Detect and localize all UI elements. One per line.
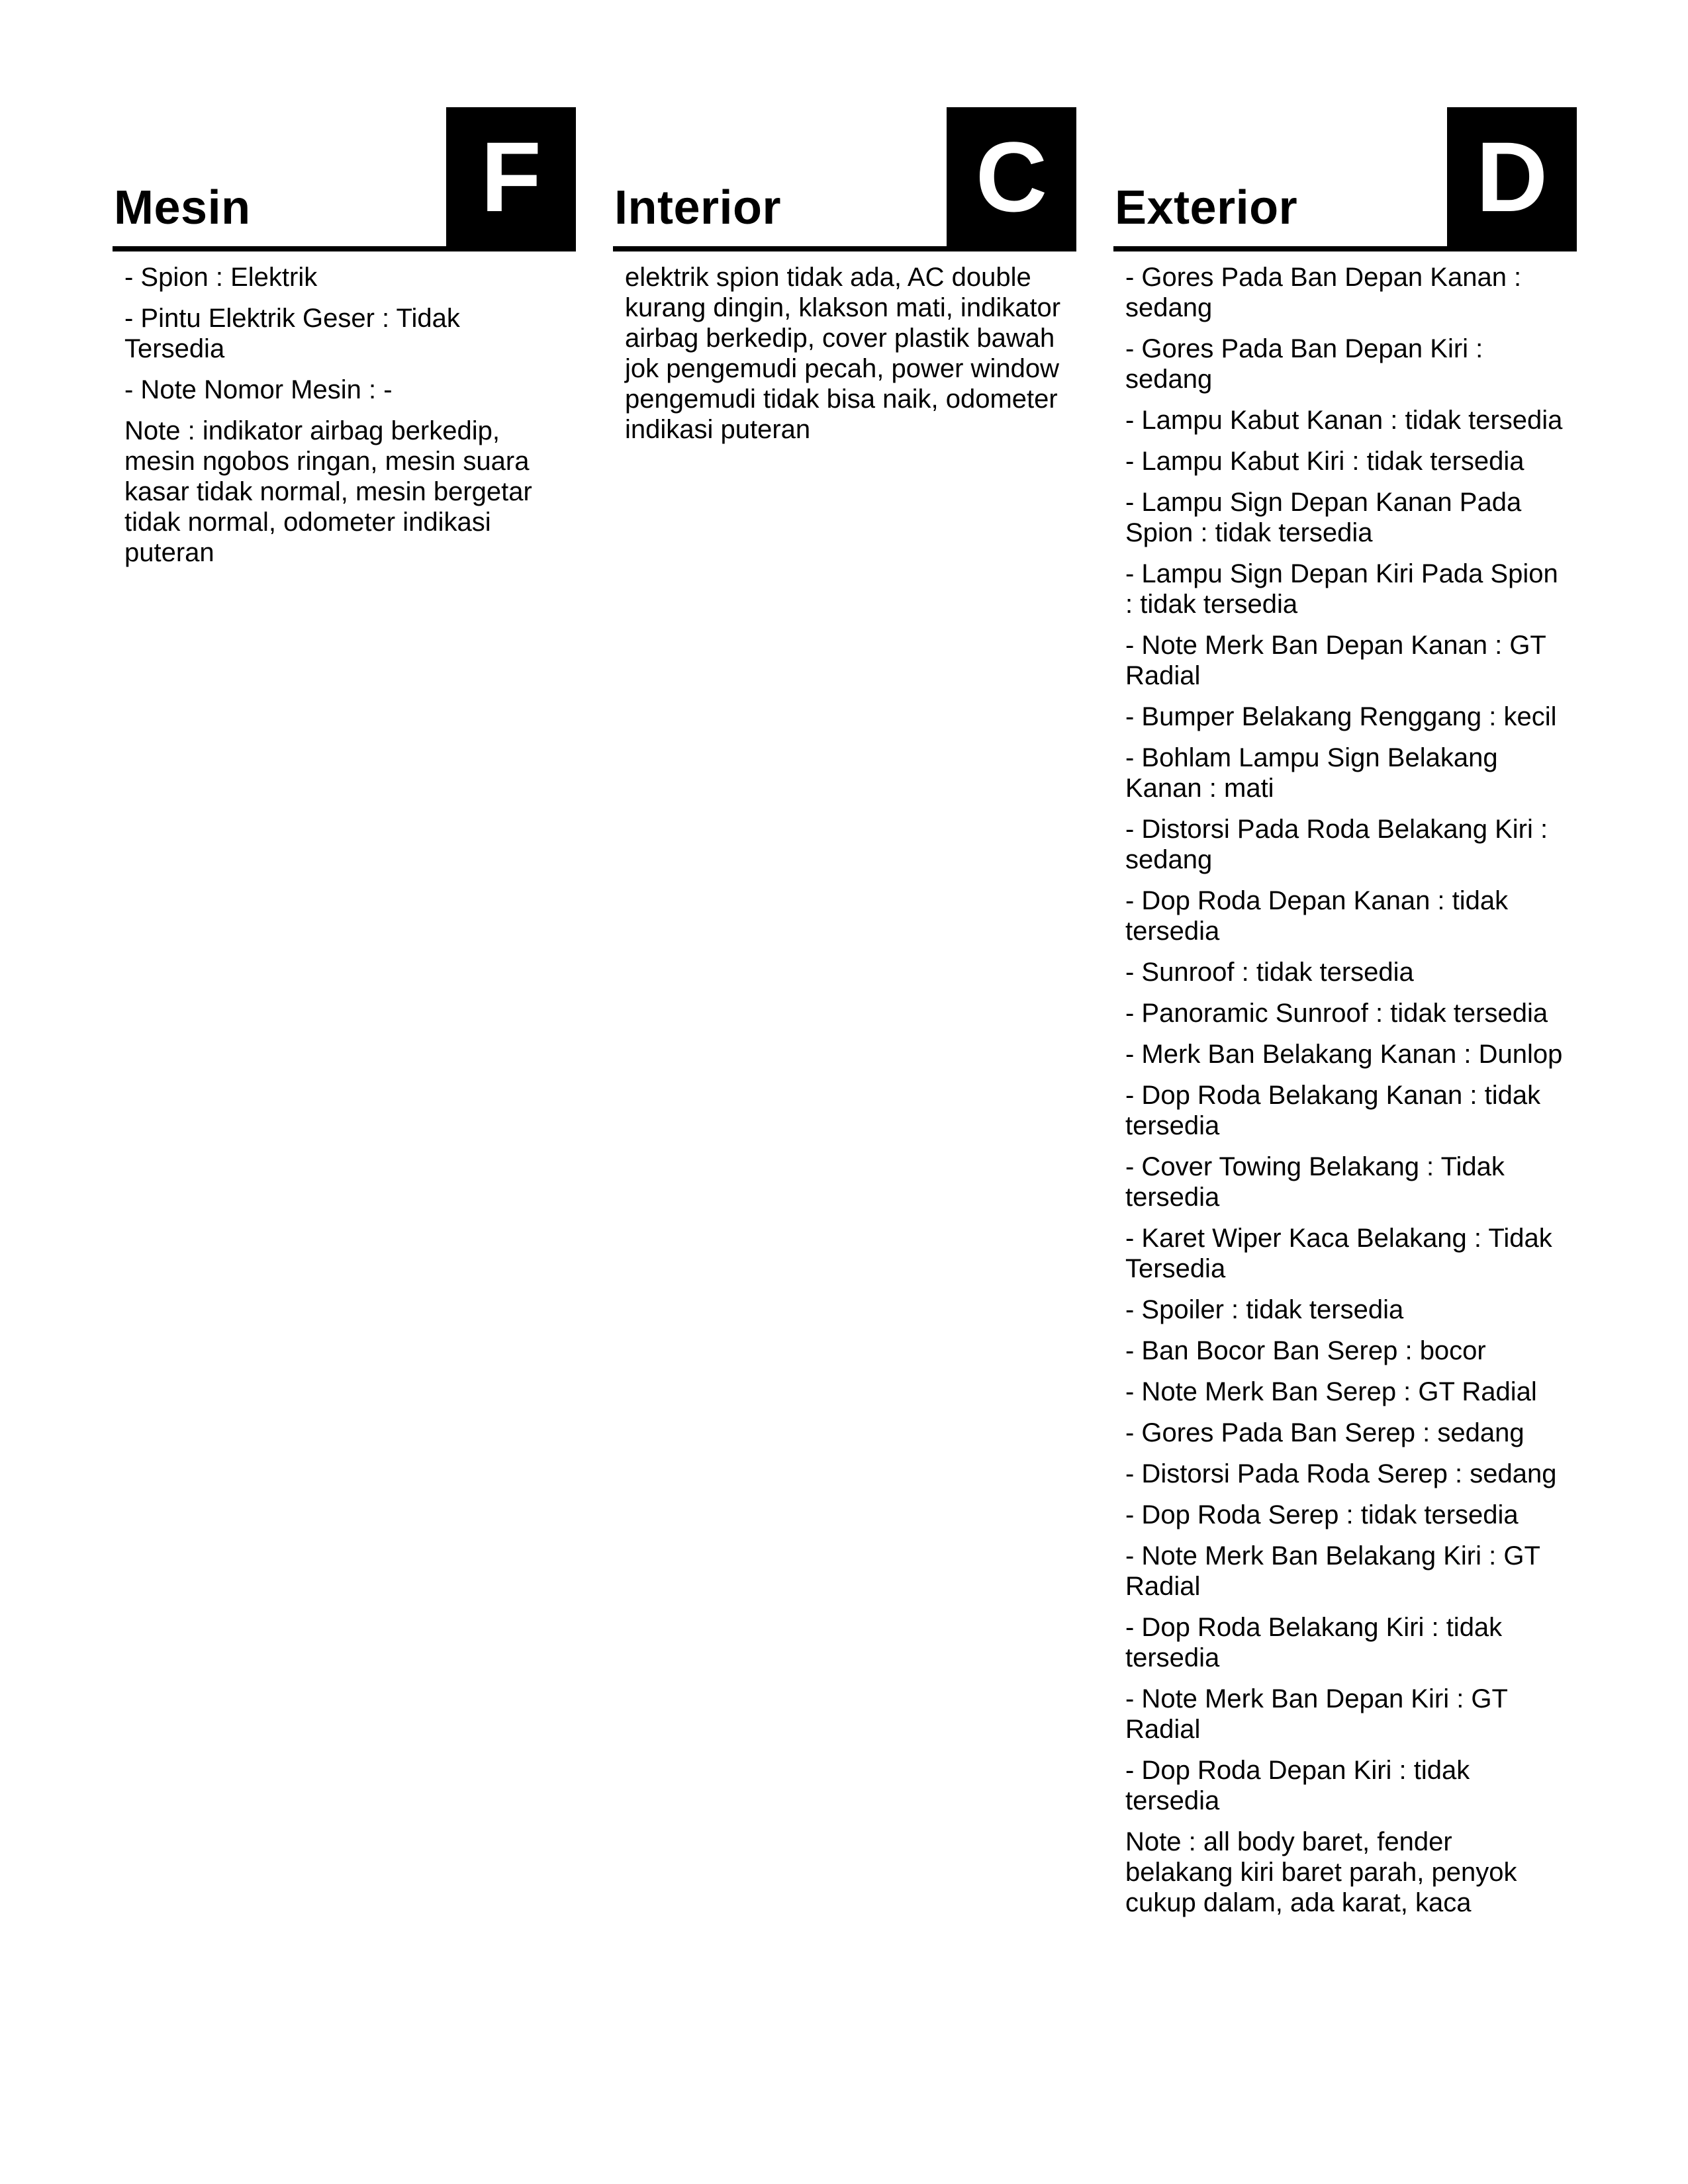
note-text: Note : all body baret, fender belakang kiri baret parah, penyok cukup dalam, ada karat, kaca <box>1125 1827 1517 1917</box>
column-body-mesin <box>113 251 576 568</box>
list-item: - Note Merk Ban Depan Kiri : GT Radial <box>1125 1684 1508 1744</box>
list-item: - Distorsi Pada Roda Serep : sedang <box>1125 1459 1557 1488</box>
column-body-interior <box>613 251 1076 445</box>
list-item: - Lampu Kabut Kiri : tidak tersedia <box>1125 447 1524 476</box>
list-item: - Lampu Sign Depan Kiri Pada Spion : tidak tersedia <box>1125 559 1558 619</box>
list-item: - Distorsi Pada Roda Belakang Kiri : sedang <box>1125 815 1548 874</box>
list-item: - Merk Ban Belakang Kanan : Dunlop <box>1125 1040 1563 1069</box>
list-item: - Bohlam Lampu Sign Belakang Kanan : mati <box>1125 743 1498 803</box>
list-item: - Gores Pada Ban Depan Kiri : sedang <box>1125 334 1483 394</box>
column-exterior <box>1113 107 1577 1929</box>
interior-notes: elektrik spion tidak ada, AC double kurang dingin, klakson mati, indikator airbag berkedip, cover plastik bawah jok pengemudi pecah, power window pengemudi tidak bisa naik, odometer indikasi puteran <box>625 263 1061 444</box>
grade-badge-mesin: F <box>446 107 576 246</box>
list-item: - Ban Bocor Ban Serep : bocor <box>1125 1336 1486 1365</box>
list-item: - Karet Wiper Kaca Belakang : Tidak Tersedia <box>1125 1224 1552 1283</box>
column-interior <box>613 107 1076 1929</box>
list-item: - Cover Towing Belakang : Tidak tersedia <box>1125 1152 1505 1212</box>
inspection-columns <box>113 107 1577 1929</box>
column-header-interior <box>613 107 1076 251</box>
list-item: - Bumper Belakang Renggang : kecil <box>1125 702 1557 731</box>
list-item: - Lampu Kabut Kanan : tidak tersedia <box>1125 406 1563 435</box>
list-item: - Note Merk Ban Serep : GT Radial <box>1125 1377 1537 1406</box>
list-item: - Gores Pada Ban Depan Kanan : sedang <box>1125 263 1522 322</box>
list-item: - Dop Roda Belakang Kiri : tidak tersedia <box>1125 1613 1503 1672</box>
column-title-mesin: Mesin <box>114 181 251 234</box>
list-item: - Sunroof : tidak tersedia <box>1125 958 1414 987</box>
list-item: - Note Merk Ban Belakang Kiri : GT Radial <box>1125 1541 1540 1601</box>
list-item: - Panoramic Sunroof : tidak tersedia <box>1125 999 1548 1028</box>
column-title-interior: Interior <box>614 181 782 234</box>
column-header-exterior <box>1113 107 1577 251</box>
column-body-exterior <box>1113 251 1577 1918</box>
list-item: - Lampu Sign Depan Kanan Pada Spion : tidak tersedia <box>1125 488 1522 547</box>
list-item: - Dop Roda Depan Kiri : tidak tersedia <box>1125 1756 1470 1815</box>
grade-badge-exterior: D <box>1447 107 1577 246</box>
list-item: - Spion : Elektrik <box>124 263 318 292</box>
column-mesin <box>113 107 576 1929</box>
note-text: Note : indikator airbag berkedip, mesin ngobos ringan, mesin suara kasar tidak normal, mesin bergetar tidak normal, odometer indikasi puteran <box>124 416 532 567</box>
list-item: - Note Nomor Mesin : - <box>124 375 393 404</box>
list-item: - Gores Pada Ban Serep : sedang <box>1125 1418 1524 1447</box>
list-item: - Note Merk Ban Depan Kanan : GT Radial <box>1125 631 1546 690</box>
list-item: - Spoiler : tidak tersedia <box>1125 1295 1404 1324</box>
list-item: - Dop Roda Serep : tidak tersedia <box>1125 1500 1519 1529</box>
column-title-exterior: Exterior <box>1115 181 1298 234</box>
list-item: - Dop Roda Belakang Kanan : tidak tersedia <box>1125 1081 1541 1140</box>
list-item: - Dop Roda Depan Kanan : tidak tersedia <box>1125 886 1509 946</box>
column-header-mesin <box>113 107 576 251</box>
grade-badge-interior: C <box>947 107 1076 246</box>
list-item: - Pintu Elektrik Geser : Tidak Tersedia <box>124 304 460 363</box>
